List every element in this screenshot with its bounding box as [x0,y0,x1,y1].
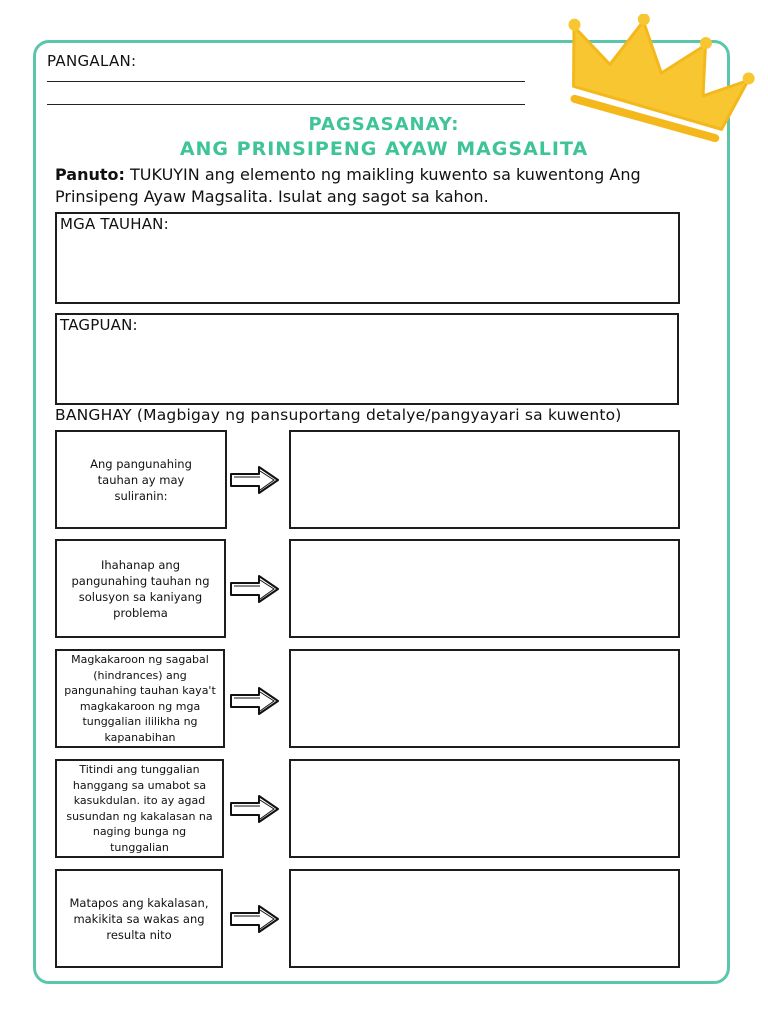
right-arrow-icon [229,465,281,495]
instructions [55,164,715,208]
instructions-text: TUKUYIN ang elemento ng maikling kuwento sa kuwentong Ang Prinsipeng Ayaw Magsalita. Isulat ang sagot sa kahon. [55,165,641,206]
right-arrow-icon [229,686,281,716]
banghay-step-4-prompt [55,759,224,858]
right-arrow-icon [229,574,281,604]
banghay-step-5-prompt [55,869,223,968]
banghay-step-3-answer-box[interactable] [289,649,680,748]
banghay-step-1-answer-box[interactable] [289,430,680,529]
banghay-heading: BANGHAY (Magbigay ng pansuportang detalye/pangyayari sa kuwento) [55,406,622,424]
name-label: PANGALAN: [47,52,137,70]
banghay-step-2-text: Ihahanap ang pangunahing tauhan ng solusyon sa kaniyang problema [71,557,210,620]
banghay-step-1-prompt [55,430,227,529]
name-line-1[interactable] [47,81,525,82]
right-arrow-icon [229,794,281,824]
banghay-step-5-text: Matapos ang kakalasan, makikita sa wakas ang resulta nito [69,895,209,942]
page-title-line-2: ANG PRINSIPENG AYAW MAGSALITA [179,138,589,160]
banghay-step-4-text: Titindi ang tunggalian hanggang sa umabot sa kasukdulan. ito ay agad susundan ng kakalasan na naging bunga ng tunggalian [66,763,213,854]
tauhan-label: MGA TAUHAN: [60,215,169,233]
banghay-step-5-answer-box[interactable] [289,869,680,968]
tauhan-answer-box[interactable] [55,212,680,304]
tagpuan-answer-box[interactable] [55,313,679,405]
name-line-2[interactable] [47,104,525,105]
banghay-step-2-prompt [55,539,226,638]
banghay-step-4-answer-box[interactable] [289,759,680,858]
instructions-lead: Panuto: [55,165,125,184]
right-arrow-icon [229,904,281,934]
banghay-step-1-text: Ang pangunahing tauhan ay may suliranin: [90,456,192,503]
banghay-step-3-text: Magkakaroon ng sagabal (hindrances) ang pangunahing tauhan kaya't magkakaroon ng mga tunggalian ililikha ng kapanabihan [64,653,216,744]
tagpuan-label: TAGPUAN: [60,316,138,334]
banghay-step-2-answer-box[interactable] [289,539,680,638]
banghay-step-3-prompt [55,649,225,748]
page-title-line-1: PAGSASANAY: [308,114,460,135]
